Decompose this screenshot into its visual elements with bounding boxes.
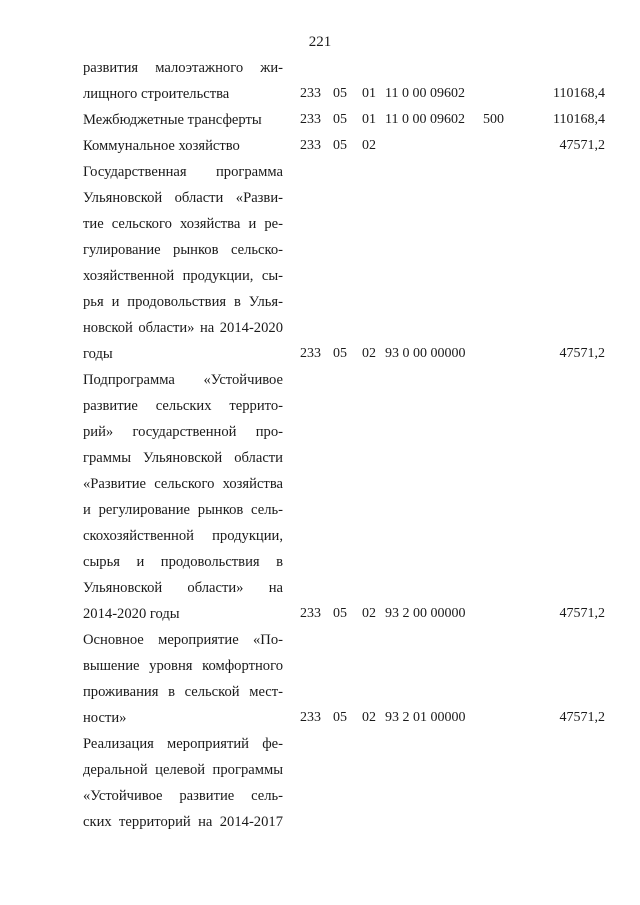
description-line: гулирование рынков сельско-	[83, 242, 283, 258]
description-line: развитие сельских террито-	[83, 398, 283, 414]
row-sum: 110168,4	[553, 86, 605, 101]
row-description	[83, 133, 283, 159]
description-line: вышение уровня комфортного	[83, 658, 283, 674]
admin-code: 233	[300, 710, 321, 725]
description-line: новской области» на 2014-2020	[83, 320, 283, 336]
subsection-code: 01	[362, 112, 376, 127]
row-description	[83, 731, 283, 835]
admin-code: 233	[300, 138, 321, 153]
description-line: ности»	[83, 710, 127, 726]
admin-code: 233	[300, 346, 321, 361]
description-line: хозяйственной продукции, сы-	[83, 268, 283, 284]
description-line: скохозяйственной продукции,	[83, 528, 283, 544]
table-row	[0, 159, 640, 367]
description-line: рья и продовольствия в Улья-	[83, 294, 283, 310]
table-row	[0, 107, 640, 133]
description-line: сырья и продовольствия в	[83, 554, 283, 570]
admin-code: 233	[300, 606, 321, 621]
subsection-code: 01	[362, 86, 376, 101]
description-line: и регулирование рынков сель-	[83, 502, 283, 518]
row-sum: 47571,2	[559, 710, 605, 725]
admin-code: 233	[300, 86, 321, 101]
article-code: 93 2 00 00000	[385, 606, 466, 621]
row-sum: 110168,4	[553, 112, 605, 127]
expense-type-code: 500	[483, 112, 504, 127]
subsection-code: 02	[362, 138, 376, 153]
row-description	[83, 159, 283, 367]
table-row	[0, 731, 640, 835]
description-line: Ульяновской области «Разви-	[83, 190, 283, 206]
description-line: деральной целевой программы	[83, 762, 283, 778]
row-sum: 47571,2	[559, 606, 605, 621]
subsection-code: 02	[362, 710, 376, 725]
row-description	[83, 367, 283, 627]
table-row	[0, 133, 640, 159]
description-line: Коммунальное хозяйство	[83, 138, 240, 154]
section-code: 05	[333, 606, 347, 621]
description-line: «Развитие сельского хозяйства	[83, 476, 283, 492]
section-code: 05	[333, 346, 347, 361]
section-code: 05	[333, 710, 347, 725]
budget-table	[0, 55, 640, 835]
row-sum: 47571,2	[559, 346, 605, 361]
table-row	[0, 55, 640, 107]
description-line: Государственная программа	[83, 164, 283, 180]
description-line: рий» государственной про-	[83, 424, 283, 440]
row-description	[83, 55, 283, 107]
page-number: 221	[308, 34, 332, 50]
description-line: 2014-2020 годы	[83, 606, 180, 622]
section-code: 05	[333, 86, 347, 101]
article-code: 11 0 00 09602	[385, 112, 465, 127]
article-code: 93 2 01 00000	[385, 710, 466, 725]
description-line: годы	[83, 346, 113, 362]
row-description	[83, 107, 283, 133]
description-line: тие сельского хозяйства и ре-	[83, 216, 283, 232]
description-line: проживания в сельской мест-	[83, 684, 283, 700]
description-line: Реализация мероприятий фе-	[83, 736, 283, 752]
description-line: развития малоэтажного жи-	[83, 60, 283, 76]
description-line: ских территорий на 2014-2017	[83, 814, 283, 830]
table-row	[0, 627, 640, 731]
subsection-code: 02	[362, 346, 376, 361]
section-code: 05	[333, 112, 347, 127]
article-code: 11 0 00 09602	[385, 86, 465, 101]
section-code: 05	[333, 138, 347, 153]
description-line: Ульяновской области» на	[83, 580, 283, 596]
description-line: граммы Ульяновской области	[83, 450, 283, 466]
admin-code: 233	[300, 112, 321, 127]
description-line: «Устойчивое развитие сель-	[83, 788, 283, 804]
article-code: 93 0 00 00000	[385, 346, 466, 361]
subsection-code: 02	[362, 606, 376, 621]
row-description	[83, 627, 283, 731]
description-line: лищного строительства	[83, 86, 230, 102]
row-sum: 47571,2	[559, 138, 605, 153]
description-line: Основное мероприятие «По-	[83, 632, 283, 648]
description-line: Межбюджетные трансферты	[83, 112, 262, 128]
table-row	[0, 367, 640, 627]
description-line: Подпрограмма «Устойчивое	[83, 372, 283, 388]
